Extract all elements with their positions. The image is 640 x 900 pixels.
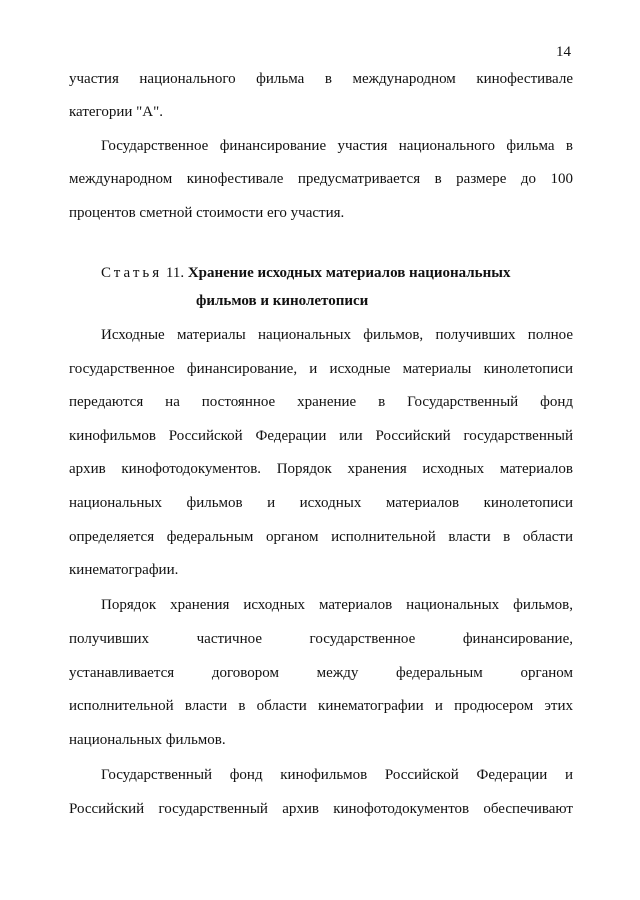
text-line: кинофильмов Российской Федерации или Российский государственный: [69, 428, 573, 444]
text-line: устанавливается договором между федеральным органом: [69, 665, 573, 681]
text-line: Государственный фонд кинофильмов Российской Федерации и: [101, 767, 573, 783]
article-title-line-1: Хранение исходных материалов национальных: [187, 265, 511, 281]
text-line: архив кинофотодокументов. Порядок хранения исходных материалов: [69, 461, 573, 477]
text-line: процентов сметной стоимости его участия.: [69, 205, 345, 221]
text-line: получивших частичное государственное финансирование,: [69, 631, 573, 647]
text-line: Исходные материалы национальных фильмов, получивших полное: [101, 327, 573, 343]
text-line: передаются на постоянное хранение в Государственный фонд: [69, 394, 573, 410]
text-line: Государственное финансирование участия национального фильма в: [101, 138, 573, 154]
text-line: определяется федеральным органом исполнительной власти в области: [69, 529, 573, 545]
text-line: государственное финансирование, и исходные материалы кинолетописи: [69, 361, 573, 377]
page-number: 14: [556, 44, 571, 60]
article-number: 11.: [165, 265, 185, 281]
text-line: Порядок хранения исходных материалов национальных фильмов,: [101, 597, 573, 613]
text-line: национальных фильмов и исходных материалов кинолетописи: [69, 495, 573, 511]
text-line: категории "А".: [69, 104, 163, 120]
text-line: исполнительной власти в области кинематографии и продюсером этих: [69, 698, 573, 714]
text-line: национальных фильмов.: [69, 732, 226, 748]
heading-line-1: [101, 264, 561, 282]
text-line: кинематографии.: [69, 562, 179, 578]
text-line: Российский государственный архив кинофотодокументов обеспечивают: [69, 801, 573, 817]
article-title-line-2: фильмов и кинолетописи: [196, 293, 369, 309]
article-label: Статья: [101, 265, 163, 281]
text-line: участия национального фильма в международном кинофестивале: [69, 71, 573, 87]
text-line: международном кинофестивале предусматривается в размере до 100: [69, 171, 573, 187]
